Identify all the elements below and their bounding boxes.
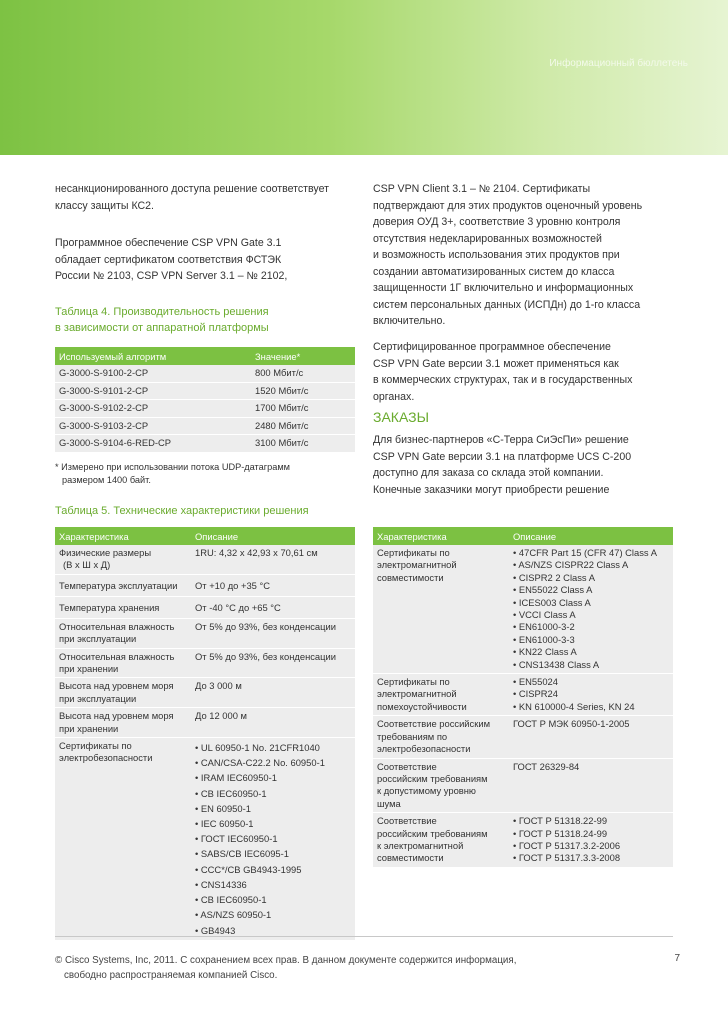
text-line: и возможность использования этих продуктов при — [373, 249, 620, 261]
table-row — [373, 758, 673, 813]
table-cell: G-3000-S-9100-2-CP — [55, 365, 251, 382]
note-line: * Измерено при использовании потока UDP-датаграмм — [55, 462, 290, 472]
table-row — [55, 400, 355, 418]
cell-line: • EN61000-3-3 — [513, 633, 575, 645]
table-cell: 2480 Мбит/с — [251, 417, 355, 435]
text-line: Для бизнес-партнеров «С-Терра СиЭсПи» решение — [373, 434, 629, 446]
cell-line: • ГОСТ Р 51318.22-99 — [513, 815, 608, 827]
table-cell: 3100 Мбит/с — [251, 435, 355, 453]
cell-line: • IEC 60950-1 — [195, 818, 254, 830]
cell-line: • ГОСТ Р 51317.3.2-2006 — [513, 839, 621, 851]
cell-line: Температура эксплуатации — [59, 579, 178, 591]
cell-line: • KN22 Class A — [513, 646, 577, 658]
table-row — [373, 674, 673, 716]
cell-line: • IRAM IEC60950-1 — [195, 772, 277, 784]
cell-line: (В х Ш х Д) — [63, 559, 111, 571]
specs-header-description: Описание — [191, 527, 355, 545]
cell-line: • EN55022 Class A — [513, 584, 593, 596]
cell-line: От 5% до 93%, без конденсации — [195, 650, 336, 662]
text-line: России № 2103, CSP VPN Server 3.1 – № 2102, — [55, 270, 288, 282]
cell-line: • AS/NZS 60950-1 — [195, 909, 272, 921]
text-line: в коммерческих структурах, так и в государственных — [373, 374, 633, 386]
text-line: органах. — [373, 390, 415, 403]
cell-line: • CNS14336 — [195, 878, 247, 890]
cell-line: Относительная влажность — [59, 650, 175, 662]
table-row — [55, 738, 355, 941]
text-line: Конечные заказчики могут приобрести решение — [373, 483, 610, 496]
cell-line: • EN61000-3-2 — [513, 621, 575, 633]
cell-line: • 47CFR Part 15 (CFR 47) Class A — [513, 547, 657, 558]
table-row — [55, 618, 355, 648]
cell-line: Сертификаты по — [377, 676, 450, 688]
title-line: Таблица 4. Производительность решения — [55, 306, 269, 318]
cell-line: ГОСТ 26329-84 — [513, 760, 580, 772]
cell-line: электробезопасности — [59, 752, 153, 764]
cell-line: российским требованиям — [377, 772, 488, 784]
cell-line: электромагнитной — [377, 688, 457, 700]
footer-line: свободно распространяемая компанией Cisco. — [64, 970, 278, 981]
cell-line: при эксплуатации — [59, 692, 137, 704]
table-row — [55, 648, 355, 678]
table-row — [55, 417, 355, 435]
right-paragraph-2 — [373, 339, 673, 405]
table4-header-value: Значение* — [251, 347, 355, 365]
footer-line: © Cisco Systems, Inc, 2011. С сохранением всех прав. В данном документе содержится информация, — [55, 955, 517, 966]
table-row — [373, 545, 673, 674]
text-line: несанкционированного доступа решение соответствует — [55, 183, 330, 195]
cell-line: • AS/NZS CISPR22 Class A — [513, 559, 629, 571]
table5-title: Таблица 5. Технические характеристики решения — [55, 505, 309, 517]
cell-line: До 3 000 м — [195, 680, 242, 692]
cell-line: • CISPR2 2 Class A — [513, 571, 595, 583]
cell-line: ГОСТ Р МЭК 60950-1-2005 — [513, 718, 630, 730]
text-line: CSP VPN Gate версии 3.1 на платформе UCS C-200 — [373, 450, 632, 463]
cell-line: к допустимому уровню — [377, 785, 476, 797]
cell-line: Сертификаты по — [377, 547, 450, 558]
table4-footnote — [55, 461, 355, 487]
table-cell: G-3000-S-9103-2-CP — [55, 417, 251, 435]
text-line: CSP VPN Gate версии 3.1 может применяться как — [373, 357, 619, 370]
table-row — [55, 545, 355, 574]
cell-line: От -40 °C до +65 °C — [195, 601, 281, 613]
cell-line: 1RU: 4,32 x 42,93 x 70,61 см — [195, 547, 318, 558]
cell-line: требованиям по — [377, 730, 448, 742]
cell-line: До 12 000 м — [195, 710, 247, 722]
footer-copyright — [55, 953, 675, 983]
text-line: обладает сертификатом соответствия ФСТЭК — [55, 253, 282, 266]
text-line: подтверждают для этих продуктов оценочный уровень — [373, 199, 643, 212]
table-row — [55, 382, 355, 400]
cell-line: • EN 60950-1 — [195, 802, 251, 814]
table-row — [55, 596, 355, 618]
cell-line: • CCC*/CB GB4943-1995 — [195, 863, 302, 875]
cell-line: при хранении — [59, 663, 119, 675]
specs-header-description: Описание — [509, 527, 673, 545]
cell-line: помехоустойчивости — [377, 700, 467, 712]
note-line: размером 1400 байт. — [62, 475, 151, 485]
cell-line: • CB IEC60950-1 — [195, 787, 267, 799]
table4-title — [55, 304, 355, 336]
table-row — [55, 678, 355, 708]
cell-line: Физические размеры — [59, 547, 152, 558]
text-line: создании автоматизированных систем до класса — [373, 265, 615, 278]
text-line: Сертифицированное программное обеспечение — [373, 341, 611, 353]
table-cell: G-3000-S-9101-2-CP — [55, 382, 251, 400]
table-cell: 1700 Мбит/с — [251, 400, 355, 418]
cell-line: • VCCI Class A — [513, 609, 576, 621]
cell-line: От 5% до 93%, без конденсации — [195, 620, 336, 632]
text-line: включительно. — [373, 315, 446, 327]
text-line: систем персональных данных (ИСПДн) до 1-го класса — [373, 298, 641, 311]
table-row — [373, 813, 673, 868]
cell-line: Соответствие — [377, 815, 437, 827]
text-line: защищенности 1Г включительно и информационных — [373, 282, 634, 294]
header-title: Информационный бюллетень — [549, 58, 688, 69]
cell-line: Высота над уровнем моря — [59, 680, 174, 692]
table-row — [55, 574, 355, 596]
performance-table — [55, 347, 355, 453]
table-cell: 800 Мбит/с — [251, 365, 355, 382]
title-line: в зависимости от аппаратной платформы — [55, 322, 269, 334]
cell-line: • CAN/CSA-C22.2 No. 60950-1 — [195, 757, 325, 769]
cell-line: Температура хранения — [59, 601, 160, 613]
cell-line: • UL 60950-1 No. 21CFR1040 — [195, 742, 320, 754]
header-band — [0, 0, 728, 155]
right-paragraph-1 — [373, 181, 673, 330]
cell-line: Высота над уровнем моря — [59, 710, 174, 722]
text-line: отсутствия недекларированных возможностей — [373, 232, 602, 245]
cell-line: • CNS13438 Class A — [513, 658, 600, 670]
cell-line: Относительная влажность — [59, 620, 175, 632]
cell-line: • SABS/CB IEC6095-1 — [195, 848, 289, 860]
page-number: 7 — [674, 953, 680, 964]
specs-header-characteristic: Характеристика — [55, 527, 191, 545]
text-line: доступно для заказа со склада этой компании. — [373, 467, 604, 479]
left-paragraph-2 — [55, 235, 355, 285]
text-line: доверия ОУД 3+, соответствие 3 уровню контроля — [373, 216, 621, 228]
table-row — [55, 365, 355, 382]
left-paragraph-1 — [55, 181, 355, 214]
cell-line: • ГОСТ Р 51318.24-99 — [513, 827, 608, 839]
table-cell: G-3000-S-9104-6-RED-CP — [55, 435, 251, 453]
cell-line: • ICES003 Class A — [513, 596, 591, 608]
table-row — [373, 716, 673, 758]
text-line: классу защиты КС2. — [55, 199, 154, 212]
cell-line: российским требованиям — [377, 827, 488, 839]
cell-line: • ГОСТ IEC60950-1 — [195, 833, 278, 845]
specs-table-left — [55, 527, 355, 941]
table-row — [55, 435, 355, 453]
table-row — [55, 708, 355, 738]
cell-line: к электромагнитной — [377, 839, 464, 851]
table-cell: G-3000-S-9102-2-CP — [55, 400, 251, 418]
cell-line: • CB IEC60950-1 — [195, 894, 267, 906]
right-paragraph-3 — [373, 432, 673, 498]
table4-header-algorithm: Используемый алгоритм — [55, 347, 251, 365]
cell-line: при хранении — [59, 722, 119, 734]
cell-line: Соответствие — [377, 760, 437, 772]
cell-line: От +10 до +35 °C — [195, 579, 271, 591]
cell-line: шума — [377, 797, 401, 809]
cell-line: электромагнитной — [377, 559, 457, 571]
cell-line: • EN55024 — [513, 676, 558, 688]
orders-heading: ЗАКАЗЫ — [373, 409, 429, 425]
cell-line: Сертификаты по — [59, 740, 132, 752]
cell-line: • CISPR24 — [513, 688, 558, 700]
cell-line: • KN 610000-4 Series, KN 24 — [513, 700, 635, 712]
cell-line: при эксплуатации — [59, 633, 137, 645]
footer-divider — [55, 936, 673, 937]
cell-line: • GB4943 — [195, 924, 236, 936]
text-line: Программное обеспечение CSP VPN Gate 3.1 — [55, 237, 282, 249]
cell-line: электробезопасности — [377, 743, 471, 755]
cell-line: совместимости — [377, 571, 444, 583]
table-cell: 1520 Мбит/с — [251, 382, 355, 400]
specs-header-characteristic: Характеристика — [373, 527, 509, 545]
text-line: CSP VPN Client 3.1 – № 2104. Сертификаты — [373, 183, 591, 195]
cell-line: совместимости — [377, 852, 444, 864]
cell-line: Соответствие российским — [377, 718, 491, 730]
cell-line: • ГОСТ Р 51317.3.3-2008 — [513, 852, 621, 864]
specs-table-right — [373, 527, 673, 868]
